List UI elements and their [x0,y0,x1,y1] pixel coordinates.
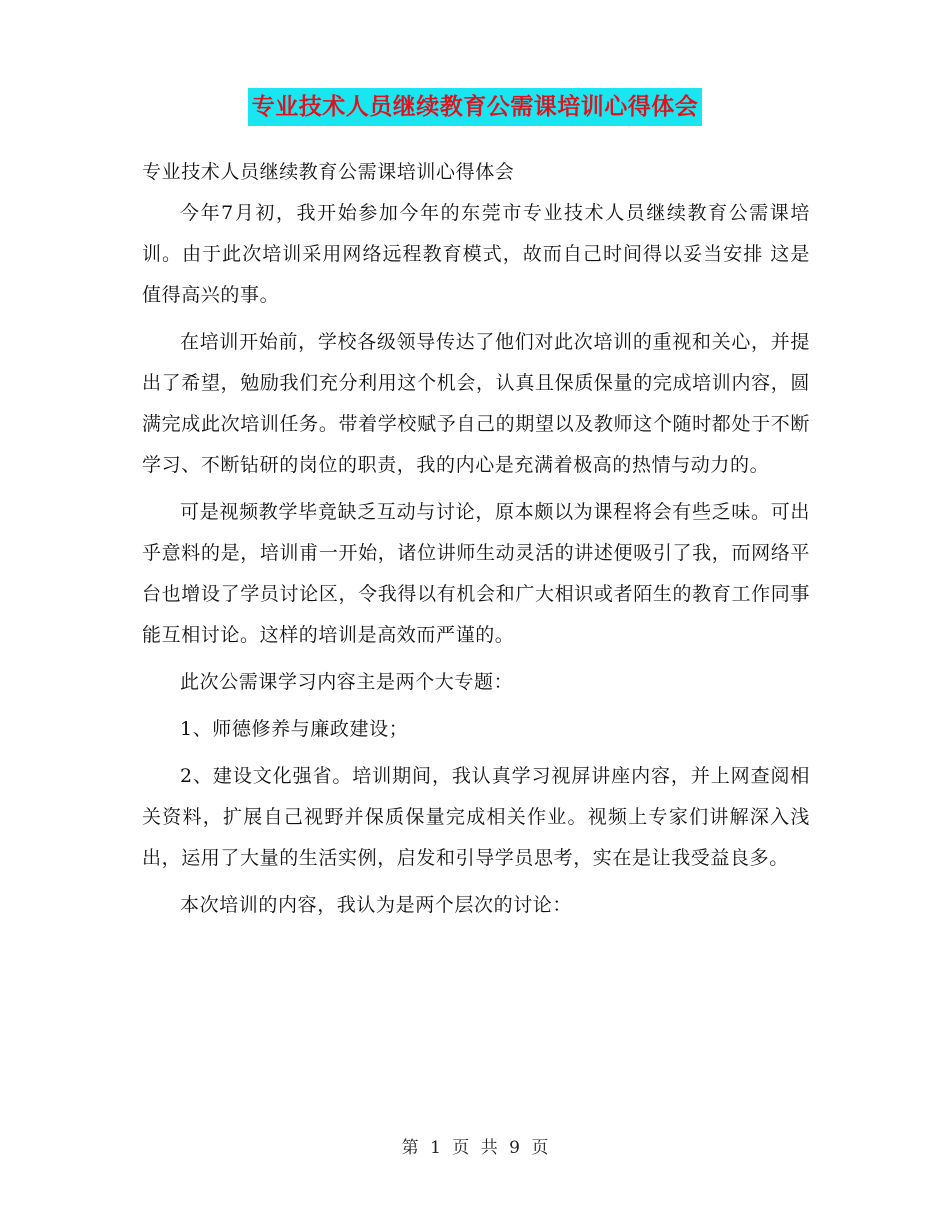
list-item: 1、师德修养与廉政建设； [180,718,409,740]
document-heading: 专业技术人员继续教育公需课培训心得体会 [248,88,703,126]
paragraph: 可是视频教学毕竟缺乏互动与讨论，原本颇以为课程将会有些乏味。可出乎意料的是，培训甫一开始，诸位讲师生动灵活的讲述便吸引了我，而网络平台也增设了学员讨论区，令我得以有机会和广大相识或者陌生的教育工作同事能互相讨论。这样的培训是高效而严谨的。 [142,501,810,646]
document-subtitle: 专业技术人员继续教育公需课培训心得体会 [142,161,515,183]
paragraph: 此次公需课学习内容主是两个大专题： [180,671,514,693]
paragraph: 在培训开始前，学校各级领导传达了他们对此次培训的重视和关心，并提出了希望，勉励我们充分利用这个机会，认真且保质保量的完成培训内容，圆满完成此次培训任务。带着学校赋予自己的期望以及教师这个随时都处于不断学习、不断钻研的岗位的职责，我的内心是充满着极高的热情与动力的。 [142,331,810,476]
paragraph: 今年7月初，我开始参加今年的东莞市专业技术人员继续教育公需课培训。由于此次培训采用网络远程教育模式，故而自己时间得以妥当安排 这是值得高兴的事。 [142,202,810,306]
document-body [142,152,810,926]
list-item: 2、建设文化强省。培训期间，我认真学习视屏讲座内容，并上网查阅相关资料，扩展自己视野并保质保量完成相关作业。视频上专家们讲解深入浅出，运用了大量的生活实例，启发和引导学员思考，实在是让我受益良多。 [142,765,810,869]
paragraph: 本次培训的内容，我认为是两个层次的讨论： [180,894,573,916]
heading-container [0,88,950,126]
page-number-footer: 第 1 页 共 9 页 [401,1138,549,1158]
